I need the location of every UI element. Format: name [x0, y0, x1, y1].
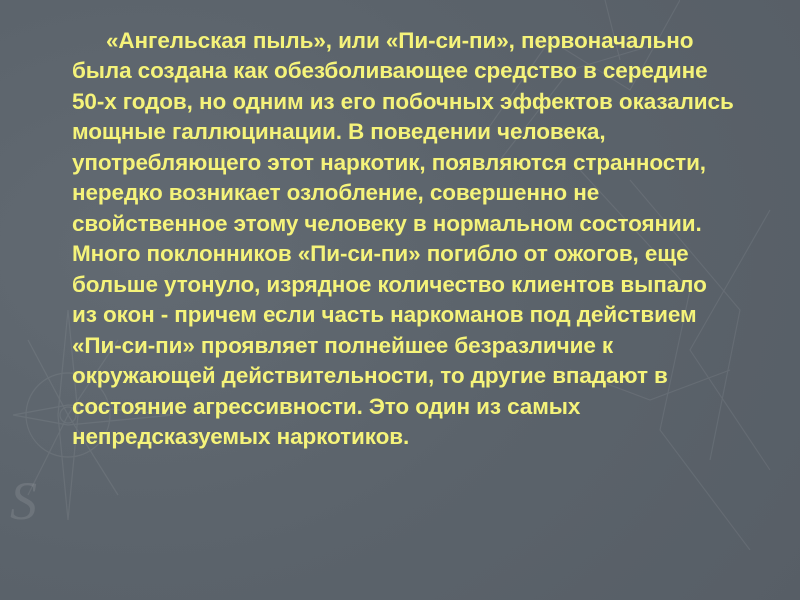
slide-body-text: «Ангельская пыль», или «Пи-си-пи», первоначально была создана как обезболивающее средство в середине 50-х годов, но одним из его побочных эффектов оказались мощные галлюцинации. В поведении человека, употребляющего этот наркотик, появляются странности, нередко возникает озлобление, совершенно не свойственное этому человеку в нормальном состоянии. Много поклонников «Пи-си-пи» погибло от ожогов, еще больше утонуло, изрядное количество клиентов выпало из окон - причем если часть наркоманов под действием «Пи-си-пи» проявляет полнейшее безразличие к окружающей действительности, то другие впадают в состояние агрессивности. Это один из самых непредсказуемых наркотиков.: [72, 28, 734, 450]
decorative-letter: S: [10, 471, 37, 531]
